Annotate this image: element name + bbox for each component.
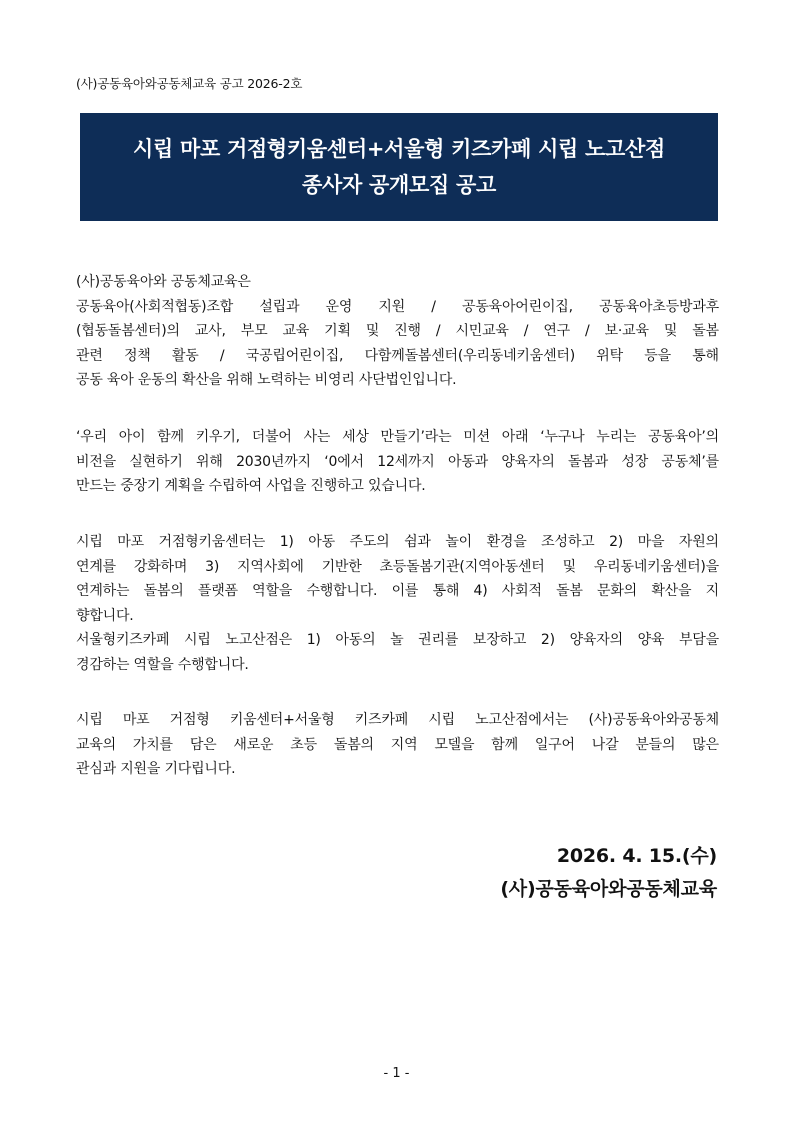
title-line-1: 시립 마포 거점형키움센터+서울형 키즈카페 시립 노고산점 — [132, 137, 665, 161]
paragraph-mission — [76, 425, 719, 499]
paragraph-line: (사)공동육아와 공동체교육은 — [76, 274, 251, 290]
signature-block — [500, 840, 717, 906]
paragraph-closing — [76, 708, 719, 782]
title-banner — [80, 113, 718, 221]
paragraph-line: 서울형키즈카페 시립 노고산점은 1) 아동의 놀 권리를 보장하고 2) 양육자의 양육 부담을 — [76, 632, 719, 649]
paragraph-line: 시립 마포 거점형키움센터는 1) 아동 주도의 쉼과 놀이 환경을 조성하고 2) 마을 자원의 — [76, 534, 719, 550]
page-number: - 1 - — [383, 1066, 410, 1081]
paragraph-line: 연계를 강화하며 3) 지역사회에 기반한 초등돌봄기관(지역아동센터 및 우리동네키움센터)을 — [76, 558, 719, 575]
notice-number: (사)공동육아와공동체교육 공고 2026-2호 — [76, 76, 303, 91]
organization-name: (사)공동육아와공동체교육 — [500, 878, 717, 900]
paragraph-line: 교육의 가치를 담은 새로운 초등 돌봄의 지역 모델을 함께 일구어 나갈 분들의 많은 — [76, 736, 719, 753]
paragraph-line: 연계하는 돌봄의 플랫폼 역할을 수행합니다. 이를 통해 4) 사회적 돌봄 문화의 확산을 지 — [76, 583, 719, 600]
paragraph-line: 관심과 지원을 기다립니다. — [76, 761, 236, 778]
paragraph-center-roles — [76, 530, 719, 678]
paragraph-line: 공동 육아 운동의 확산을 위해 노력하는 비영리 사단법인입니다. — [76, 372, 457, 389]
paragraph-line: (협동돌봄센터)의 교사, 부모 교육 기획 및 진행 / 시민교육 / 연구 / 보·교육 및 돌봄 — [76, 323, 719, 340]
paragraph-line: 만드는 중장기 계획을 수립하여 사업을 진행하고 있습니다. — [76, 478, 426, 495]
announcement-date: 2026. 4. 15.(수) — [556, 845, 717, 867]
paragraph-line: ‘우리 아이 함께 키우기, 더불어 사는 세상 만들기’라는 미션 아래 ‘누구나 누리는 공동육아’의 — [76, 429, 719, 445]
paragraph-introduction — [76, 270, 719, 393]
paragraph-line: 시립 마포 거점형 키움센터+서울형 키즈카페 시립 노고산점에서는 (사)공동육아와공동체 — [76, 712, 719, 728]
title-line-2: 종사자 공개모집 공고 — [302, 173, 496, 197]
paragraph-line: 관련 정책 활동 / 국공립어린이집, 다함께돌봄센터(우리동네키움센터) 위탁 등을 통해 — [76, 347, 719, 364]
paragraph-line: 향합니다. — [76, 607, 134, 624]
paragraph-line: 공동육아(사회적협동)조합 설립과 운영 지원 / 공동육아어린이집, 공동육아초등방과후 — [76, 298, 719, 315]
paragraph-line: 경감하는 역할을 수행합니다. — [76, 656, 249, 673]
paragraph-line: 비전을 실현하기 위해 2030년까지 ‘0에서 12세까지 아동과 양육자의 돌봄과 성장 공동체’를 — [76, 453, 719, 470]
